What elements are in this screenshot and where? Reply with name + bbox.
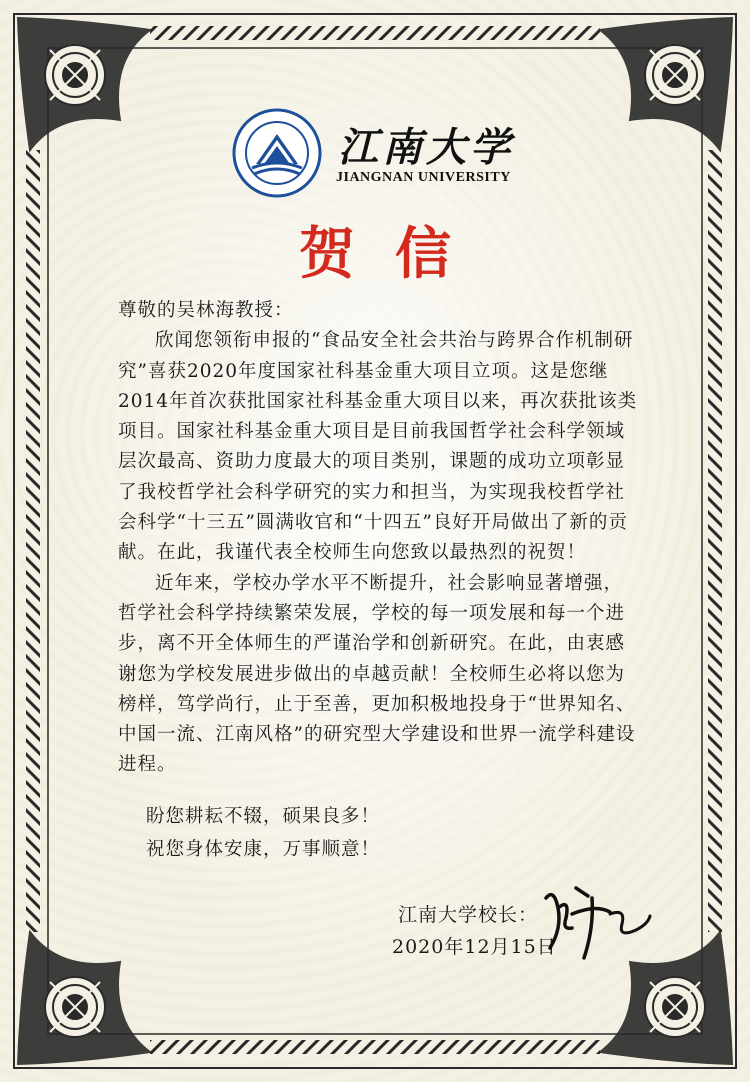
paragraph-1: 欣闻您领衔申报的“食品安全社会共治与跨界合作机制研究”喜获2020年度国家社科基金重大项目立项。这是您继2014年首次获批国家社科基金重大项目以来，再次获批该类项目。国家社科基金重大项目是目前我国哲学社会科学领域层次最高、资助力度最大的项目类别，课题的成功立项彰显了我校哲学社会科学研究的实力和担当，为实现我校哲学社会科学“十三五”圆满收官和“十四五”良好开局做出了新的贡献。在此，我谨代表全校师生向您致以最热烈的祝贺！ xyxy=(118,330,638,564)
paragraph-2: 近年来，学校办学水平不断提升，社会影响显著增强，哲学社会科学持续繁荣发展，学校的每一项发展和每一个进步，离不开全体师生的严谨治学和创新研究。在此，由衷感谢您为学校发展进步做出的卓越贡献！全校师生必将以您为榜样，笃学尚行，止于至善，更加积极地投身于“世界知名、中国一流、江南风格”的研究型大学建设和世界一流学科建设进程。 xyxy=(118,572,636,776)
university-name-en: JIANGNAN UNIVERSITY xyxy=(336,170,511,185)
letter-title: 贺信 xyxy=(299,221,491,287)
corner-ornament-bottom-left xyxy=(18,932,150,1064)
letter-date: 2020年12月15日 xyxy=(392,936,557,958)
salutation: 尊敬的吴林海教授： xyxy=(118,300,294,321)
university-logo-block xyxy=(232,108,522,198)
handwritten-signature-icon xyxy=(536,868,656,968)
closing-wishes xyxy=(146,800,380,866)
corner-ornament-top-left xyxy=(18,18,150,150)
university-name-cn: 江南大学 xyxy=(338,124,514,171)
signer-title: 江南大学校长： xyxy=(398,904,539,926)
closing-line-1: 盼您耕耘不辍，硕果良多！ xyxy=(146,806,381,827)
letter-body xyxy=(118,296,640,781)
university-emblem-icon xyxy=(232,108,322,198)
corner-ornament-top-right xyxy=(600,18,732,150)
closing-line-2: 祝您身体安康，万事顺意！ xyxy=(146,839,381,860)
